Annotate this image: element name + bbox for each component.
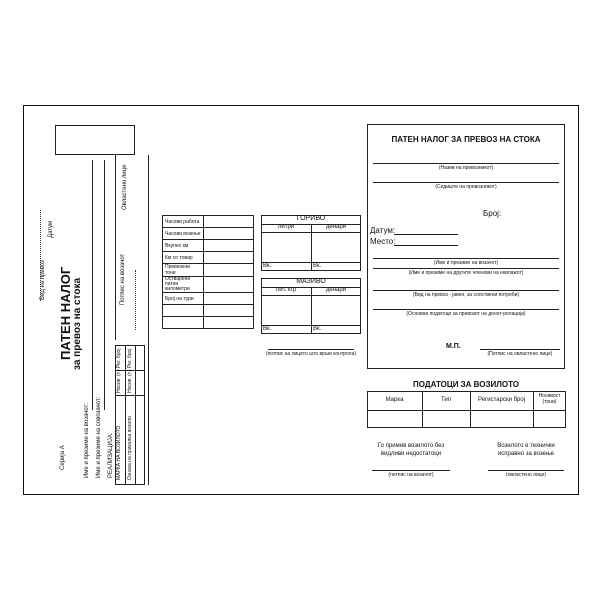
driver-sign-line — [372, 470, 450, 471]
oil-total-line — [261, 325, 361, 326]
carry-label-2: Носив. (т.) — [127, 369, 133, 393]
stamp-label: М.П. — [446, 343, 461, 350]
official-sign-caption: (овластено лице) — [505, 472, 547, 478]
transport-type-right-line — [373, 290, 559, 291]
driver-name-label: Име и презиме на возачот: — [84, 403, 90, 478]
fuel-total-2: Вк. — [313, 263, 322, 269]
correct-text-2: исправно за возење — [497, 451, 555, 457]
realization-label: РЕАЛИЗАЦИЈА: — [108, 432, 114, 478]
stamp-box — [55, 125, 135, 155]
fuel-col-liters: литри — [277, 224, 295, 230]
hours-row-value[interactable] — [204, 317, 254, 329]
trailer-mark-label: Ознака на приколка возило — [127, 416, 133, 480]
hours-row-label: Број на тури — [163, 293, 204, 305]
hours-row-value[interactable] — [204, 277, 254, 293]
vehicle-mark-col1 — [125, 345, 126, 485]
hours-row-value[interactable] — [204, 228, 254, 240]
fuel-total-line — [261, 262, 361, 263]
hours-table — [162, 215, 254, 329]
received-text-1: Го примив возилото без — [377, 443, 445, 449]
official-signature-line — [480, 349, 560, 350]
carrier-seat-line — [373, 182, 559, 183]
vehicle-header-capacity: Носивост (тони) — [538, 393, 561, 405]
vehicle-data-title: ПОДАТОЦИ ЗА ВОЗИЛОТО — [413, 380, 519, 389]
fuel-total-1: Вк. — [263, 263, 272, 269]
transport-type-line — [40, 210, 41, 301]
hours-row-value[interactable] — [204, 240, 254, 252]
fuel-col-divider — [311, 224, 312, 271]
driver-signature-line — [135, 270, 136, 330]
official-signature-caption: (Потпис на овластено лице) — [487, 351, 553, 357]
received-text-2: видливи недостатоци — [380, 451, 442, 457]
carry-label-1: Носив. (т.) — [116, 369, 122, 393]
driver-caption: (Име и презиме на возачот) — [433, 260, 499, 266]
correct-text-1: Возилото е технички — [497, 443, 555, 449]
number-label: Број: — [483, 209, 502, 218]
waybill-title: ПАТЕН НАЛОГ ЗА ПРЕВОЗ НА СТОКА — [391, 135, 541, 144]
hours-row-label: Часови работа — [163, 216, 204, 228]
oil-title: МАЗИВО — [296, 278, 326, 285]
hours-row-value[interactable] — [204, 264, 254, 277]
control-signature-line — [268, 349, 354, 350]
waybill-panel — [367, 124, 565, 369]
codriver-name-line — [104, 160, 105, 410]
crew-caption: (Име и презиме на другите членови на екипажот) — [408, 270, 524, 276]
reg-label-1: Рег. број — [116, 348, 122, 368]
strip-divider-right — [148, 155, 149, 485]
hours-row-value[interactable] — [204, 252, 254, 264]
control-signature-caption: (потпис на лицето што врши контрола) — [265, 351, 357, 357]
hours-row-value[interactable] — [204, 293, 254, 305]
transport-type-label: Вид на превоз — [40, 260, 46, 300]
hours-row-label: Остварени патни километри — [163, 277, 204, 293]
vehicle-mark-row2 — [115, 395, 145, 396]
carrier-name-line — [373, 163, 559, 164]
strip-divider — [115, 155, 116, 340]
transport-type-caption: (Вид на превоз - јавен, за сопствени потреби) — [412, 292, 520, 298]
oil-total-2: Вк. — [313, 326, 322, 332]
hours-row-label: Вкупно км — [163, 240, 204, 252]
date-field-label: Датум: — [370, 226, 396, 235]
basic-data-caption: (Основни податоци за превозот на денот-релација) — [406, 311, 526, 317]
driver-name-line — [92, 160, 93, 410]
vehicle-data-header-line — [367, 410, 566, 411]
hours-row-value[interactable] — [204, 305, 254, 317]
driver-signature-label: Потпис на возачот — [120, 253, 126, 305]
basic-data-line — [373, 309, 559, 310]
hours-row-label — [163, 305, 204, 317]
oil-col-liters: лит. кгр — [275, 287, 297, 293]
date-label: Датум — [48, 220, 54, 238]
official-signature-label: Овластено лице — [122, 164, 128, 210]
form-title: ПАТЕН НАЛОГ — [58, 266, 73, 360]
driver-line — [373, 258, 559, 259]
hours-row-label — [163, 317, 204, 329]
fuel-col-denars: денари — [325, 224, 347, 230]
official-sign-line — [488, 470, 564, 471]
oil-col-denars: денари — [325, 287, 347, 293]
vehicle-header-brand: Марка — [385, 397, 404, 403]
vehicle-mark-label: МАРКА НА ВОЗИЛОТО — [116, 425, 122, 480]
hours-row-value[interactable] — [204, 216, 254, 228]
carrier-seat-caption: (Седиште на превозникот) — [435, 184, 497, 190]
vehicle-mark-col2 — [135, 345, 136, 485]
oil-total-1: Вк. — [263, 326, 272, 332]
place-field-label: Место: — [370, 237, 396, 246]
driver-sign-caption: (потпис на возачот) — [388, 472, 434, 478]
fuel-title: ГОРИВО — [296, 215, 326, 222]
carrier-name-caption: (Назив на превозникот) — [438, 165, 494, 171]
vehicle-data-col3 — [533, 391, 534, 428]
hours-row-label: Часови возење — [163, 228, 204, 240]
reg-label-2: Рег. број — [127, 348, 133, 368]
oil-col-divider — [311, 287, 312, 334]
hours-row-label: Км со товар — [163, 252, 204, 264]
series-label: Серија А — [60, 445, 66, 470]
vehicle-header-type: Тип — [440, 397, 451, 403]
vehicle-header-reg: Регистарски број — [477, 397, 526, 403]
form-subtitle: за превоз на стока — [72, 277, 83, 370]
place-field[interactable] — [394, 245, 458, 246]
codriver-name-label: Име и презиме на совозачот: — [96, 396, 102, 478]
crew-line — [373, 268, 559, 269]
date-field[interactable] — [394, 234, 458, 235]
hours-row-label: Превезени тони — [163, 264, 204, 277]
